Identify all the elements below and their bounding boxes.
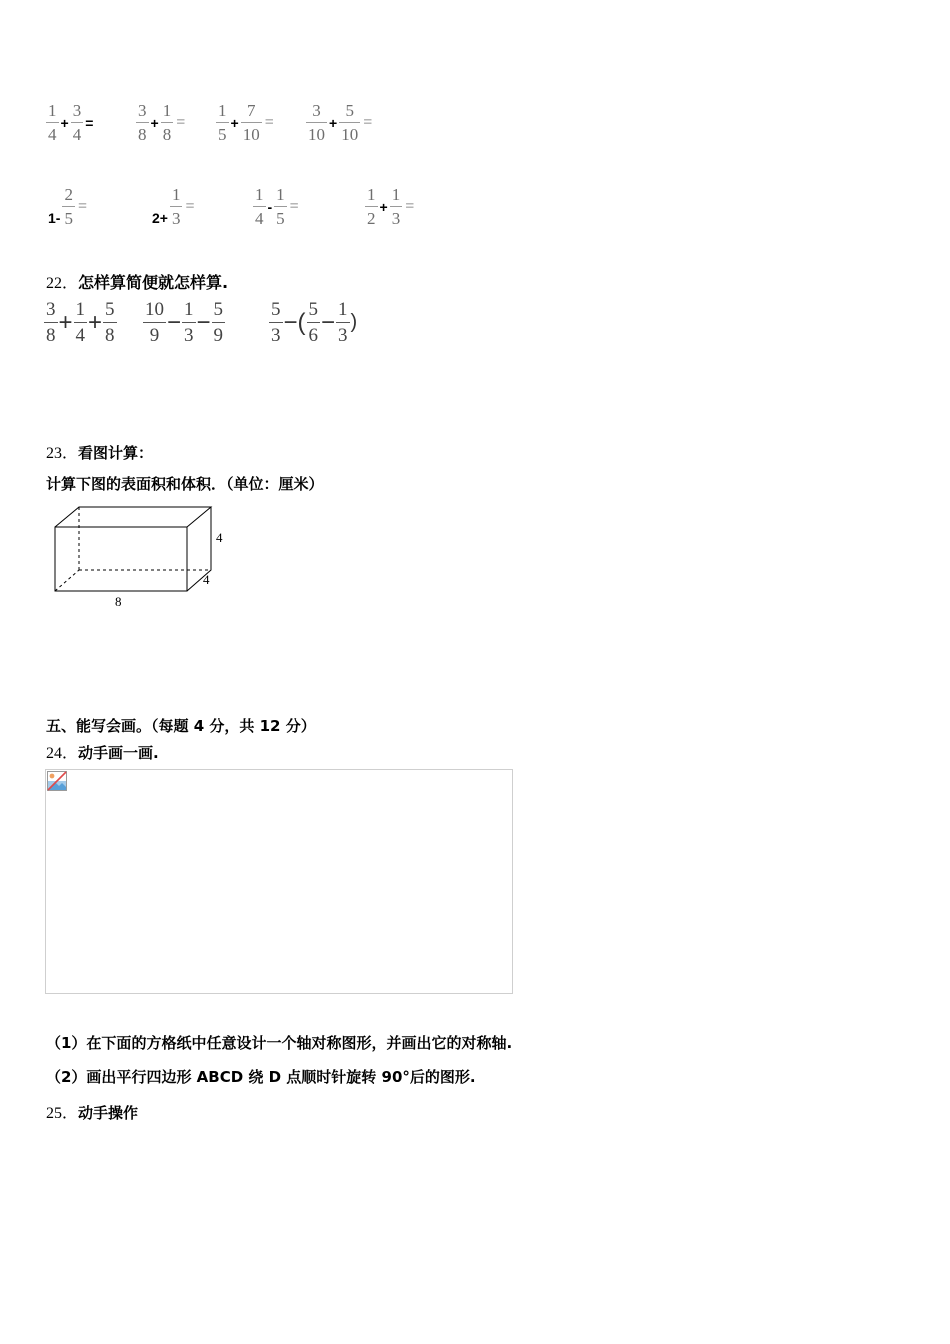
exercise-row1-2 xyxy=(136,102,188,143)
question-23-heading xyxy=(46,440,153,463)
fraction: $\frac{1}{4}$ xyxy=(255,185,264,228)
q22-expression-1 xyxy=(44,300,117,345)
operator: + xyxy=(58,308,73,336)
fraction: $\frac{7}{10}$ xyxy=(242,101,260,144)
fraction: $\frac{3}{8}$ xyxy=(138,101,147,144)
dim-length-label: 8 xyxy=(115,594,122,609)
equals-sign: = xyxy=(185,197,195,215)
prefix: 1- xyxy=(48,209,61,226)
question-title: 动手操作 xyxy=(78,1104,139,1122)
operator: + xyxy=(88,308,103,336)
operator: −( xyxy=(283,308,306,336)
fraction: $\frac{1}{4}$ xyxy=(48,101,57,144)
fraction: $\frac{10}{9}$ xyxy=(145,299,164,346)
broken-image-icon xyxy=(47,771,67,791)
q24-item-1: （1）在下面的方格纸中任意设计一个轴对称图形，并画出它的对称轴. xyxy=(46,1034,513,1052)
q22-expression-2 xyxy=(143,300,225,345)
question-number: 24． xyxy=(46,745,79,762)
section-5-title: 五、能写会画。（每题 4 分，共 12 分） xyxy=(46,717,316,735)
cuboid-hidden-edge xyxy=(55,570,79,591)
fraction: $\frac{3}{8}$ xyxy=(46,299,56,346)
question-number: 23． xyxy=(46,445,79,462)
fraction: $\frac{5}{10}$ xyxy=(341,101,359,144)
question-25-heading xyxy=(46,1100,138,1123)
equals-sign: = xyxy=(77,197,87,215)
question-24-heading xyxy=(46,740,159,763)
question-number: 22． xyxy=(46,275,79,292)
operator: + xyxy=(329,114,338,131)
question-22-heading xyxy=(46,270,228,293)
dim-depth-label: 4 xyxy=(203,572,210,587)
fraction: $\frac{1}{5}$ xyxy=(218,101,227,144)
question-title: 怎样算简便就怎样算. xyxy=(78,273,229,292)
exercise-row2-2 xyxy=(150,186,198,227)
exercise-row2-3 xyxy=(253,186,302,227)
operator: − xyxy=(196,308,211,336)
cuboid-front-face xyxy=(55,527,187,591)
cuboid-figure xyxy=(46,500,246,615)
fraction: $\frac{1}{8}$ xyxy=(162,101,172,144)
q22-expression-3 xyxy=(269,300,358,345)
q24-item-2: （2）画出平行四边形 ABCD 绕 D 点顺时针旋转 90°后的图形. xyxy=(46,1068,476,1086)
equals-sign: = xyxy=(85,114,94,131)
operator: − xyxy=(167,308,182,336)
question-title: 看图计算： xyxy=(78,444,154,462)
fraction: $\frac{1}{3}$ xyxy=(338,299,348,346)
equals-sign: = xyxy=(405,197,415,215)
question-title: 动手画一画. xyxy=(78,744,159,762)
fraction: $\frac{1}{3}$ xyxy=(171,185,181,228)
operator: - xyxy=(267,198,273,215)
exercise-row1-3 xyxy=(216,102,277,143)
operator: + xyxy=(230,114,239,131)
closing-parenthesis: ) xyxy=(350,311,358,333)
fraction: $\frac{3}{4}$ xyxy=(72,101,82,144)
prefix: 2+ xyxy=(152,209,168,226)
q23-instruction: 计算下图的表面积和体积．（单位：厘米） xyxy=(46,475,324,493)
fraction: $\frac{2}{5}$ xyxy=(64,185,73,228)
fraction: $\frac{1}{2}$ xyxy=(367,185,376,228)
equals-sign: = xyxy=(289,197,299,215)
fraction: $\frac{5}{9}$ xyxy=(213,299,224,346)
fraction: $\frac{5}{3}$ xyxy=(271,299,281,346)
image-placeholder xyxy=(45,769,513,994)
operator: + xyxy=(150,114,159,131)
fraction: $\frac{1}{4}$ xyxy=(75,299,86,346)
exercise-row1-1 xyxy=(46,102,95,143)
equals-sign: = xyxy=(264,113,274,131)
exercise-row2-4 xyxy=(365,186,417,227)
exercise-row2-1 xyxy=(46,186,90,227)
fraction: $\frac{1}{5}$ xyxy=(276,185,285,228)
operator: + xyxy=(379,198,388,215)
fraction: $\frac{3}{10}$ xyxy=(308,101,325,144)
equals-sign: = xyxy=(176,113,186,131)
fraction: $\frac{1}{3}$ xyxy=(184,299,194,346)
exercise-row1-4 xyxy=(306,102,375,143)
cuboid-top-edges xyxy=(55,507,211,527)
question-number: 25． xyxy=(46,1105,79,1122)
fraction: $\frac{5}{6}$ xyxy=(308,299,319,346)
equals-sign: = xyxy=(363,113,373,131)
dim-height-label: 4 xyxy=(216,530,223,545)
fraction: $\frac{1}{3}$ xyxy=(391,185,401,228)
operator: + xyxy=(60,114,69,131)
fraction: $\frac{5}{8}$ xyxy=(105,299,115,346)
operator: − xyxy=(321,308,336,336)
